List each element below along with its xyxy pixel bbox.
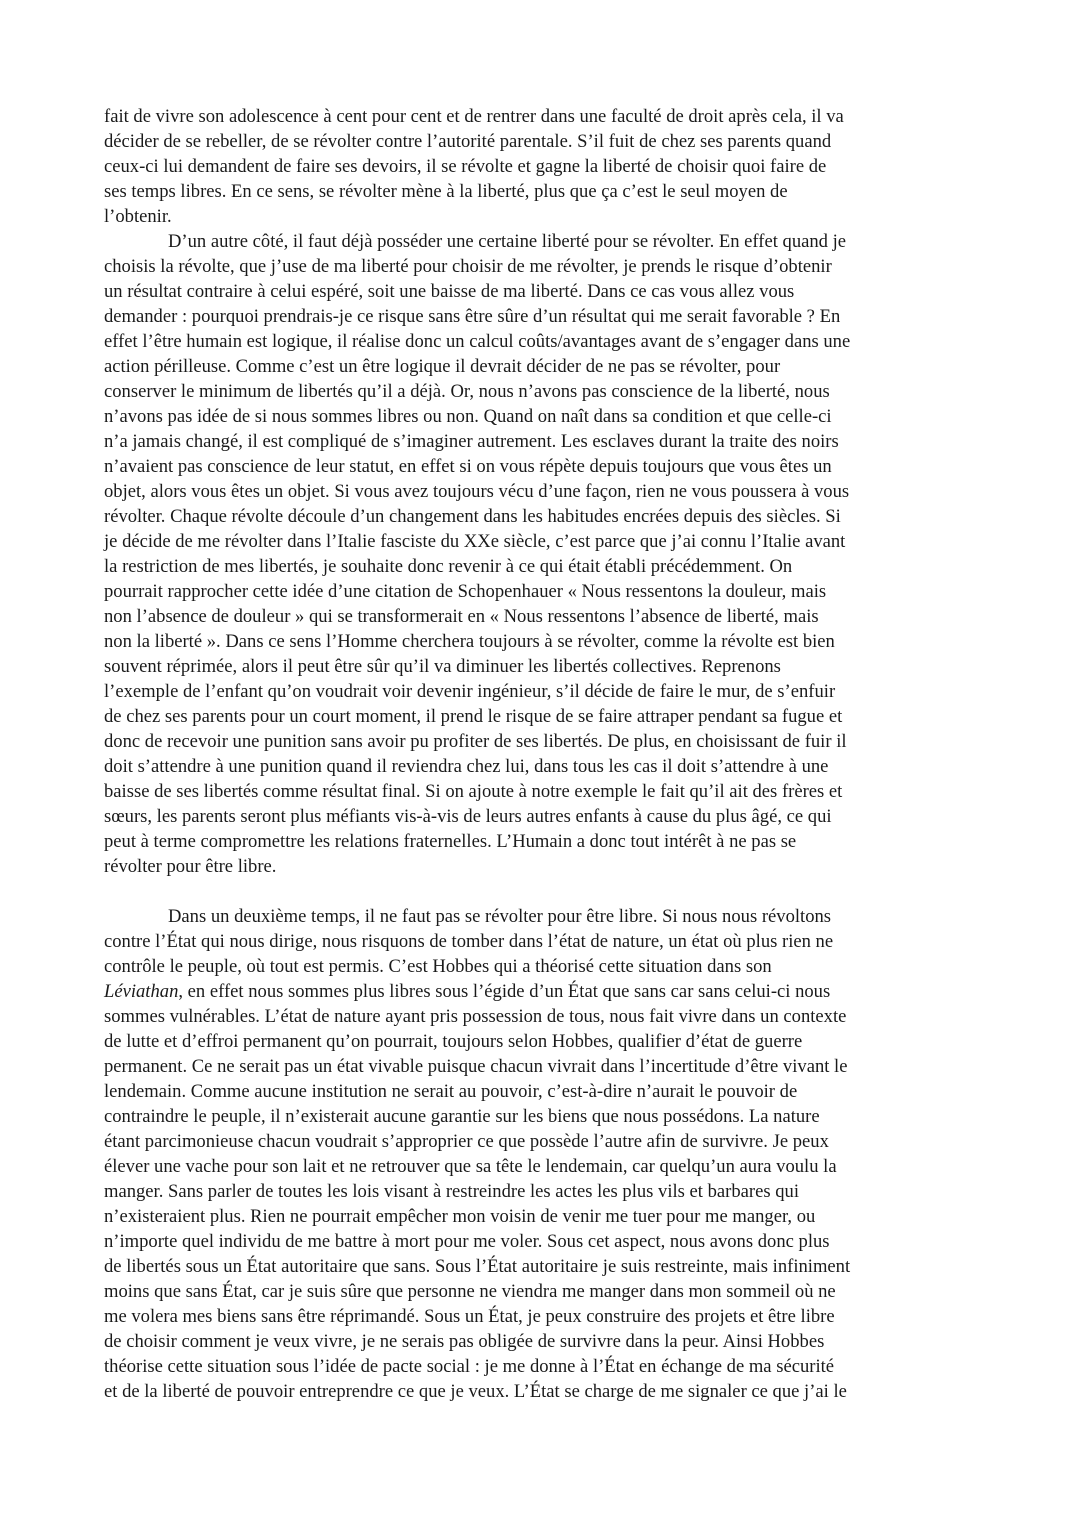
paragraph-second-part: [104, 904, 980, 1404]
book-title-leviathan: Léviathan: [104, 981, 179, 1002]
paragraph-continuation: fait de vivre son adolescence à cent pour cent et de rentrer dans une faculté de droit après cela, il va décider de se rebeller, de se révolter contre l’autorité parentale. S’il fuit de chez ses parents quand ceux-ci lui demandent de faire ses devoirs, il se révolte et gagne la liberté de choisir quoi faire de ses temps libres. En ce sens, se révolter mène à la liberté, plus que ça c’est le seul moyen de l’obtenir.: [104, 106, 844, 227]
document-page: [104, 104, 980, 1404]
paragraph-liberty-prerequisite: D’un autre côté, il faut déjà posséder une certaine liberté pour se révolter. En effet quand je choisis la révolte, que j’use de ma liberté pour choisir de me révolter, je prends le risque d’obtenir un résultat contraire à celui espéré, soit une baisse de ma liberté. Dans ce cas vous allez vous demander : pourquoi prendrais-je ce risque sans être sûre d’un résultat qui me serait favorable ? En effet l’être humain est logique, il réalise donc un calcul coûts/avantages avant de s’engager dans une action périlleuse. Comme c’est un être logique il devrait décider de ne pas se révolter, pour conserver le minimum de libertés qu’il a déjà. Or, nous n’avons pas conscience de la liberté, nous n’avons pas idée de si nous sommes libres ou non. Quand on naît dans sa condition et que celle-ci n’a jamais changé, il est compliqué de s’imaginer autrement. Les esclaves durant la traite des noirs n’avaient pas conscience de leur statut, en effet si on vous répète depuis toujours que vous êtes un objet, alors vous êtes un objet. Si vous avez toujours vécu d’une façon, rien ne vous poussera à vous révolter. Chaque révolte découle d’un changement dans les habitudes encrées depuis des siècles. Si je décide de me révolter dans l’Italie fasciste du XXe siècle, c’est parce que j’ai connu l’Italie avant la restriction de mes libertés, je souhaite donc revenir à ce qui était établi précédemment. On pourrait rapprocher cette idée d’une citation de Schopenhauer « Nous ressentons la douleur, mais non l’absence de douleur » qui se transformerait en « Nous ressentons l’absence de liberté, mais non la liberté ». Dans ce sens l’Homme cherchera toujours à se révolter, comme la révolte est bien souvent réprimée, alors il peut être sûr qu’il va diminuer les libertés collectives. Reprenons l’exemple de l’enfant qu’on voudrait voir devenir ingénieur, s’il décide de faire le mur, de s’enfuir de chez ses parents pour un court moment, il prend le risque de se faire attraper pendant sa fugue et donc de recevoir une punition sans avoir pu profiter de ses libertés. De plus, en choisissant de fuir il doit s’attendre à une punition quand il reviendra chez lui, dans tous les cas il doit s’attendre à une baisse de ses libertés comme résultat final. Si on ajoute à notre exemple le fait qu’il ait des frères et sœurs, les parents seront plus méfiants vis-à-vis de leurs autres enfants à cause du plus âgé, ce qui peut à terme compromettre les relations fraternelles. L’Humain a donc tout intérêt à ne pas se révolter pour être libre.: [104, 231, 851, 877]
paragraph-text-after-title: , en effet nous sommes plus libres sous l’égide d’un État que sans car sans celui-ci nous sommes vulnérables. L’état de nature ayant pris possession de tous, nous fait vivre dans un contexte de lutte et d’effroi permanent qu’on pourrait, toujours selon Hobbes, qualifier d’état de guerre permanent. Ce ne serait pas un état vivable puisque chacun vivrait dans l’incertitude d’être vivant le lendemain. Comme aucune institution ne serait au pouvoir, c’est-à-dire n’aurait le pouvoir de contraindre le peuple, il n’existerait aucune garantie sur les biens que nous possédons. La nature étant parcimonieuse chacun voudrait s’approprier ce que possède l’autre afin de survivre. Je peux élever une vache pour son lait et ne retrouver que sa tête le lendemain, car quelqu’un aura voulu la manger. Sans parler de toutes les lois visant à restreindre les actes les plus vils et barbares qui n’existeraient plus. Rien ne pourrait empêcher mon voisin de venir me tuer pour me manger, ou n’importe quel individu de me battre à mort pour me voler. Sous cet aspect, nous avons donc plus de libertés sous un État autoritaire que sans. Sous l’État autoritaire je suis restreinte, mais infiniment moins que sans État, car je suis sûre que personne ne viendra me manger dans mon sommeil où ne me volera mes biens sans être réprimandé. Sous un État, je peux construire des projets et être libre de choisir comment je veux vivre, je ne serais pas obligée de survivre dans la peur. Ainsi Hobbes théorise cette situation sous l’idée de pacte social : je me donne à l’État en échange de ma sécurité et de la liberté de pouvoir entreprendre ce que je veux. L’État se charge de me signaler ce que j’ai le: [104, 981, 851, 1402]
paragraph-text-before-title: Dans un deuxième temps, il ne faut pas se révolter pour être libre. Si nous nous révoltons contre l’État qui nous dirige, nous risquons de tomber dans l’état de nature, un état où plus rien ne contrôle le peuple, où tout est permis. C’est Hobbes qui a théorisé cette situation dans son: [104, 906, 834, 977]
